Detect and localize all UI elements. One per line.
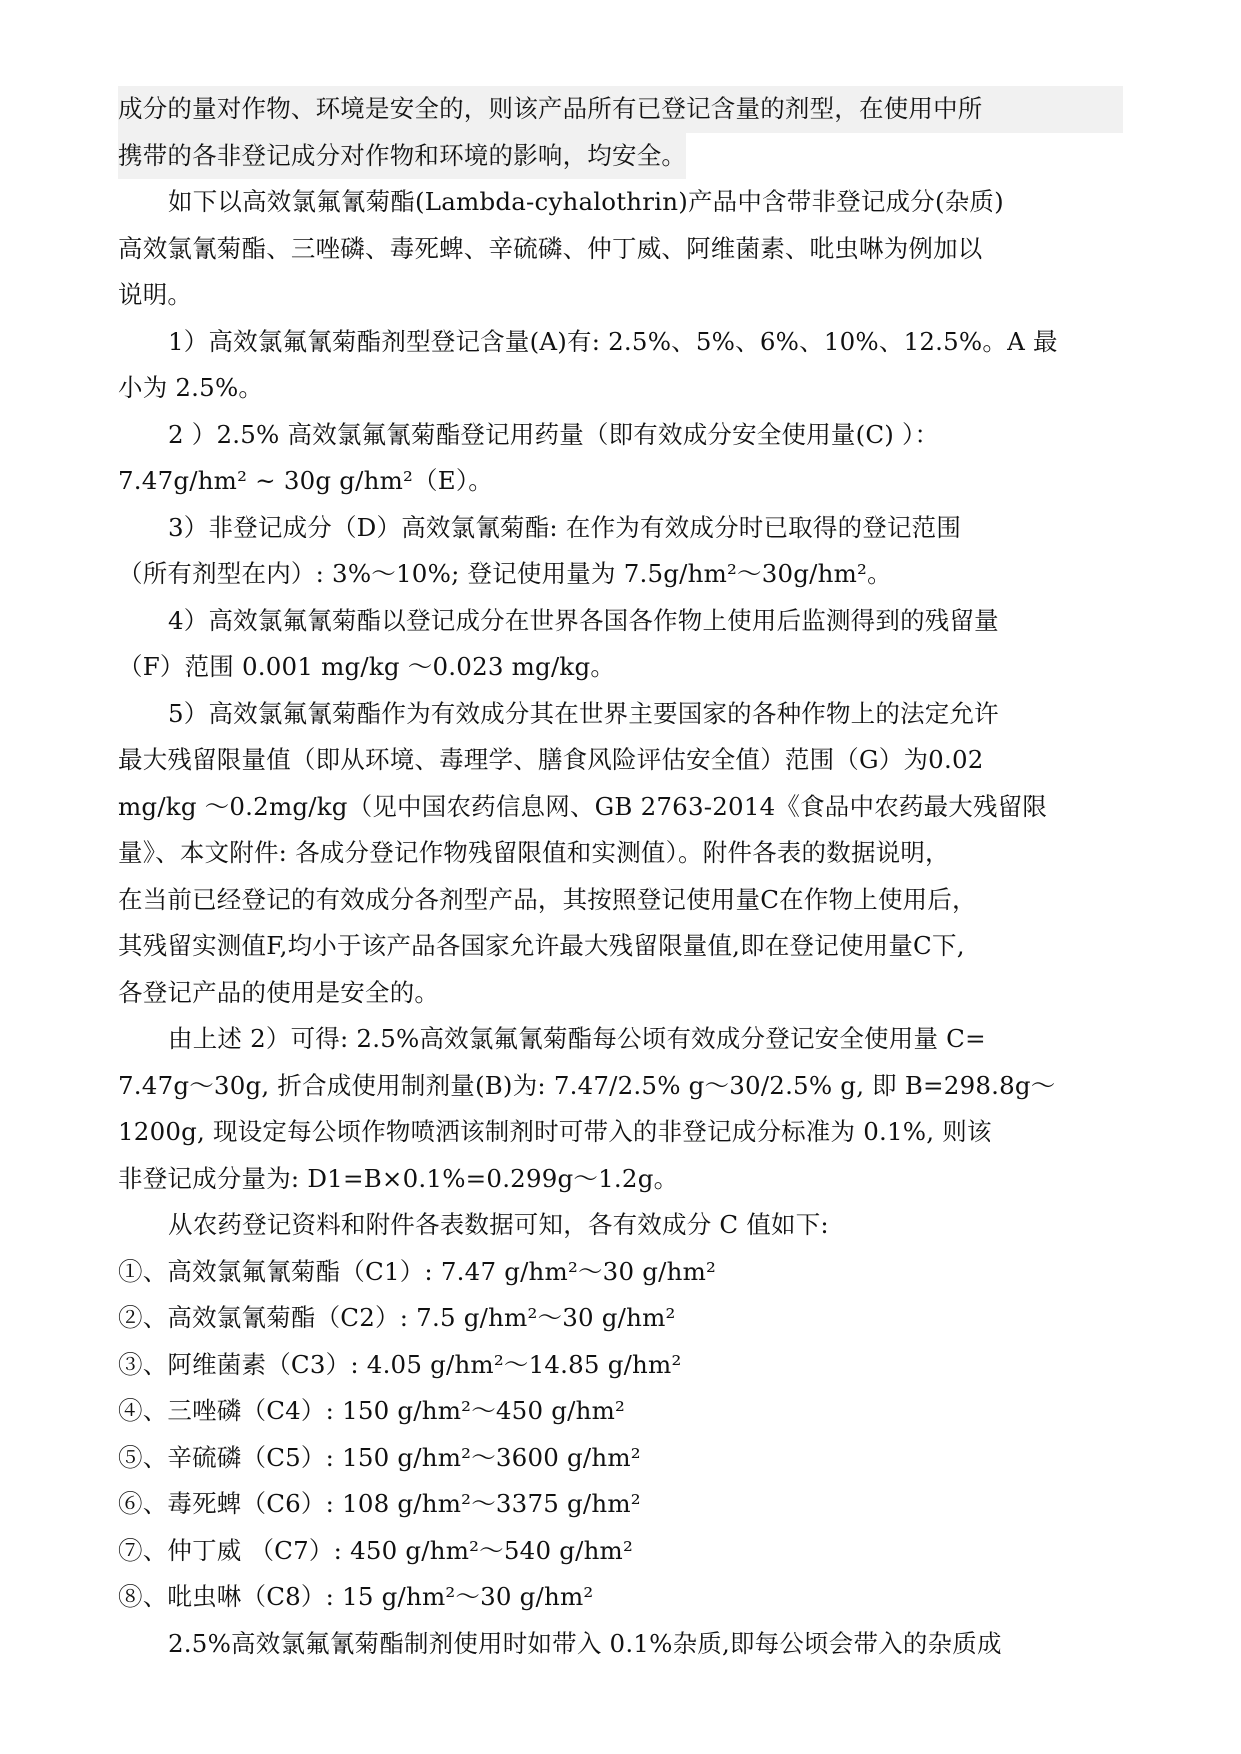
list-item: ①、高效氯氟氰菊酯（C1）: 7.47 g/hm²～30 g/hm² [118,1256,717,1286]
text-line: 7.47g/hm² ~ 30g g/hm²（E）。 [118,466,493,495]
text-line: 说明。 [118,280,193,309]
list-item: ②、高效氯氰菊酯（C2）: 7.5 g/hm²～30 g/hm² [118,1303,676,1332]
text-line: 小为 2.5%。 [118,373,264,402]
text-line: 非登记成分量为: D1=B×0.1%=0.299g～1.2g。 [118,1163,679,1193]
text-line: 3）非登记成分（D）高效氯氰菊酯: 在作为有效成分时已取得的登记范围 [168,512,962,542]
text-line: 5）高效氯氟氰菊酯作为有效成分其在世界主要国家的各种作物上的法定允许 [168,698,999,728]
text-line: 成分的量对作物、环境是安全的，则该产品所有已登记含量的剂型，在使用中所 [118,86,1123,133]
list-item: ⑦、仲丁威 （C7）: 450 g/hm²～540 g/hm² [118,1535,634,1565]
text-line: 1）高效氯氟氰菊酯剂型登记含量(A)有: 2.5%、5%、6%、10%、12.5%。A 最 [168,326,1058,356]
text-line: 量》、本文附件: 各成分登记作物残留限值和实测值）。附件各表的数据说明， [118,838,950,867]
text-line: （F）范围 0.001 mg/kg ～0.023 mg/kg。 [118,652,616,681]
list-item: ⑧、吡虫啉（C8）: 15 g/hm²～30 g/hm² [118,1582,594,1611]
text-line: 最大残留限量值（即从环境、毒理学、膳食风险评估安全值）范围（G）为0.02 [118,745,984,774]
text-line: 1200g, 现设定每公顷作物喷洒该制剂时可带入的非登记成分标准为 0.1%, 则该 [118,1117,992,1146]
text-line: mg/kg ～0.2mg/kg（见中国农药信息网、GB 2763-2014《食品中农药最大残留限 [118,791,1048,821]
text-line: 各登记产品的使用是安全的。 [118,977,440,1007]
text-line: 高效氯氰菊酯、三唑磷、毒死蜱、辛硫磷、仲丁威、阿维菌素、吡虫啉为例加以 [118,233,983,263]
text-line: 从农药登记资料和附件各表数据可知，各有效成分 C 值如下: [168,1210,829,1239]
list-item: ③、阿维菌素（C3）: 4.05 g/hm²～14.85 g/hm² [118,1349,682,1379]
text-line: 如下以高效氯氟氰菊酯(Lambda-cyhalothrin)产品中含带非登记成分(杂质) [168,187,1004,216]
text-line: 4）高效氯氟氰菊酯以登记成分在世界各国各作物上使用后监测得到的残留量 [168,605,999,635]
text-line: 由上述 2）可得: 2.5%高效氯氟氰菊酯每公顷有效成分登记安全使用量 C= [168,1024,986,1053]
list-item: ⑤、辛硫磷（C5）: 150 g/hm²～3600 g/hm² [118,1442,641,1472]
text-line: 2 ）2.5% 高效氯氟氰菊酯登记用药量（即有效成分安全使用量(C) ）： [168,419,940,449]
text-line: （所有剂型在内）: 3%～10%; 登记使用量为 7.5g/hm²～30g/hm²。 [118,559,892,588]
text-line: 2.5%高效氯氟氰菊酯制剂使用时如带入 0.1%杂质,即每公顷会带入的杂质成 [168,1628,1002,1658]
text-line: 携带的各非登记成分对作物和环境的影响，均安全。 [118,133,686,180]
list-item: ⑥、毒死蜱（C6）: 108 g/hm²～3375 g/hm² [118,1489,641,1518]
text-line: 在当前已经登记的有效成分各剂型产品，其按照登记使用量C在作物上使用后， [118,884,977,914]
list-item: ④、三唑磷（C4）: 150 g/hm²～450 g/hm² [118,1396,626,1425]
text-line: 7.47g～30g, 折合成使用制剂量(B)为: 7.47/2.5% g～30/2.5% g, 即 B=298.8g～ [118,1070,1056,1100]
text-line: 其残留实测值F,均小于该产品各国家允许最大残留限量值,即在登记使用量C下, [118,931,965,960]
